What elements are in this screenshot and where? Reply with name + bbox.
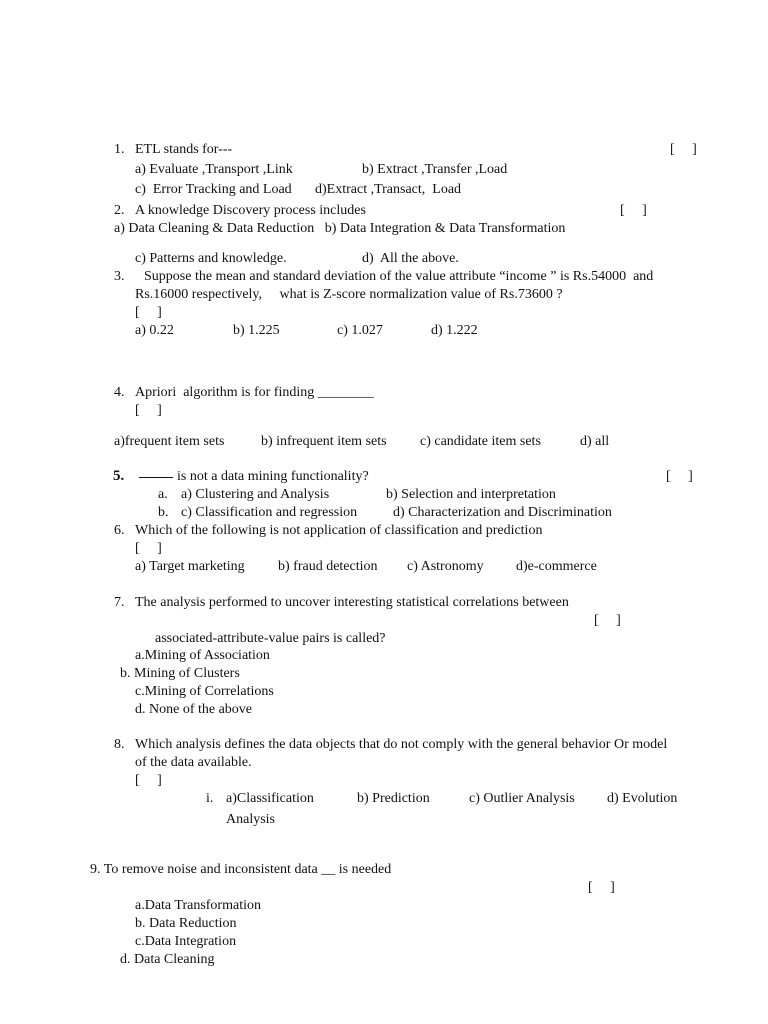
- q3-text-line1: Suppose the mean and standard deviation of the value attribute “income ” is Rs.54000 and: [144, 269, 654, 284]
- q8-number: 8.: [114, 737, 125, 752]
- q5-answer-bracket: [ ]: [666, 469, 693, 484]
- q6-option-a: a) Target marketing: [135, 559, 245, 574]
- q5-sub-a-marker: a.: [158, 487, 168, 502]
- q7-option-b: b. Mining of Clusters: [120, 666, 240, 681]
- q9-option-c: c.Data Integration: [135, 934, 237, 949]
- q5-blank-line: [139, 477, 173, 478]
- q5-text: is not a data mining functionality?: [177, 469, 369, 484]
- q5-option-c: c) Classification and regression: [181, 505, 358, 520]
- q8-text-line2: of the data available.: [135, 755, 252, 770]
- q1-option-c: c) Error Tracking and Load: [135, 182, 292, 197]
- q6-text: Which of the following is not application of classification and prediction: [135, 523, 543, 538]
- q8-option-b: b) Prediction: [357, 791, 430, 806]
- q6-answer-bracket: [ ]: [135, 541, 162, 556]
- q9-option-a: a.Data Transformation: [135, 898, 261, 913]
- q4-option-c: c) candidate item sets: [420, 434, 541, 449]
- q4-option-b: b) infrequent item sets: [261, 434, 387, 449]
- q9-option-d: d. Data Cleaning: [120, 952, 215, 967]
- q1-answer-bracket: [ ]: [670, 142, 697, 157]
- q2-option-d: d) All the above.: [362, 251, 459, 266]
- q3-answer-bracket: [ ]: [135, 305, 162, 320]
- q1-option-a: a) Evaluate ,Transport ,Link: [135, 162, 293, 177]
- q1-text: ETL stands for---: [135, 142, 233, 157]
- q3-option-a: a) 0.22: [135, 323, 174, 338]
- q3-number: 3.: [114, 269, 125, 284]
- q9-option-b: b. Data Reduction: [135, 916, 237, 931]
- q8-option-d: d) Evolution: [607, 791, 678, 806]
- q8-option-a: a)Classification: [226, 791, 314, 806]
- q5-sub-b-marker: b.: [158, 505, 169, 520]
- q9-text: 9. To remove noise and inconsistent data __ is needed: [90, 862, 392, 877]
- q7-answer-bracket: [ ]: [594, 613, 621, 628]
- q7-option-a: a.Mining of Association: [135, 648, 270, 663]
- q2-number: 2.: [114, 203, 125, 218]
- q7-number: 7.: [114, 595, 125, 610]
- q5-option-b: b) Selection and interpretation: [386, 487, 556, 502]
- q6-option-b: b) fraud detection: [278, 559, 378, 574]
- q6-option-d: d)e-commerce: [516, 559, 597, 574]
- q8-option-c: c) Outlier Analysis: [469, 791, 575, 806]
- q4-number: 4.: [114, 385, 125, 400]
- q8-sub-i-marker: i.: [206, 791, 214, 806]
- q1-option-d: d)Extract ,Transact, Load: [315, 182, 462, 197]
- q7-text-line1: The analysis performed to uncover interesting statistical correlations between: [135, 595, 569, 610]
- q4-option-d: d) all: [580, 434, 610, 449]
- q4-text: Apriori algorithm is for finding ________: [135, 385, 374, 400]
- q8-answer-bracket: [ ]: [135, 773, 162, 788]
- q8-option-a-cont: Analysis: [226, 812, 275, 827]
- q7-text-line2: associated-attribute-value pairs is called?: [155, 631, 386, 646]
- q1-option-b: b) Extract ,Transfer ,Load: [362, 162, 508, 177]
- q3-text-line2: Rs.16000 respectively, what is Z-score normalization value of Rs.73600 ?: [135, 287, 563, 302]
- q5-option-d: d) Characterization and Discrimination: [393, 505, 612, 520]
- q6-option-c: c) Astronomy: [407, 559, 484, 574]
- q2-answer-bracket: [ ]: [620, 203, 647, 218]
- q2-option-c: c) Patterns and knowledge.: [135, 251, 287, 266]
- q3-option-c: c) 1.027: [337, 323, 383, 338]
- q4-answer-bracket: [ ]: [135, 403, 162, 418]
- q6-number: 6.: [114, 523, 125, 538]
- q7-option-d: d. None of the above: [135, 702, 253, 717]
- q5-option-a: a) Clustering and Analysis: [181, 487, 330, 502]
- q3-option-b: b) 1.225: [233, 323, 280, 338]
- q7-option-c: c.Mining of Correlations: [135, 684, 274, 699]
- q3-option-d: d) 1.222: [431, 323, 478, 338]
- q5-number: 5.: [113, 468, 125, 484]
- q9-answer-bracket: [ ]: [588, 880, 615, 895]
- q2-text: A knowledge Discovery process includes: [135, 203, 366, 218]
- q2-options-ab: a) Data Cleaning & Data Reduction b) Data Integration & Data Transformation: [114, 221, 566, 236]
- q1-number: 1.: [114, 142, 125, 157]
- q4-option-a: a)frequent item sets: [114, 434, 225, 449]
- q8-text-line1: Which analysis defines the data objects that do not comply with the general behavior Or model: [135, 737, 668, 752]
